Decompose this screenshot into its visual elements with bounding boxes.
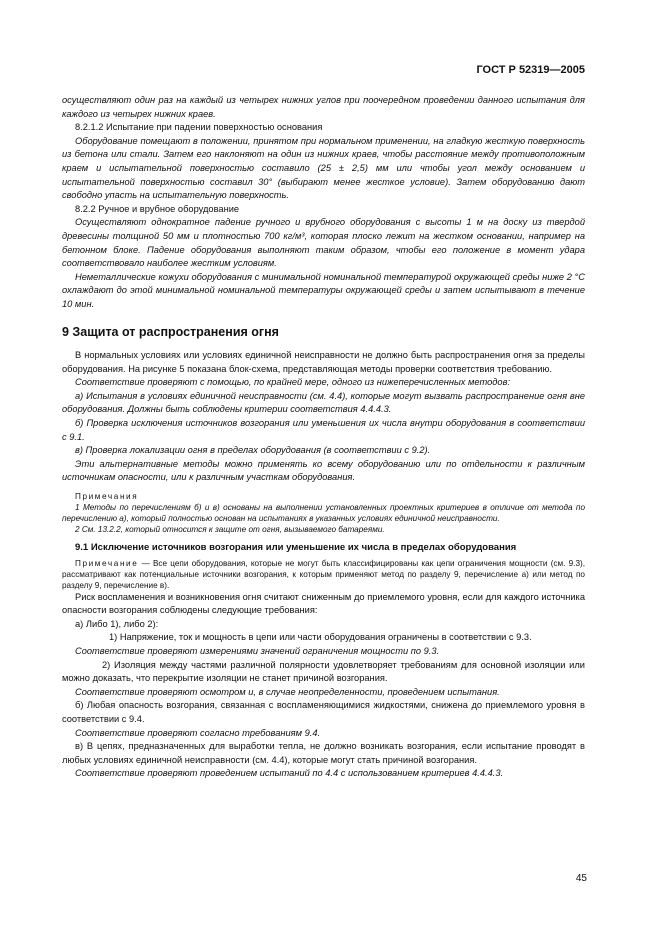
section-9-1-paragraph-1: Риск воспламенения и возникновения огня считают сниженным до приемлемого уровня, если для каждого источника опасности возгорания соблюдены следующие требования: xyxy=(62,591,585,616)
page-body xyxy=(62,94,585,781)
subsection-8-2-2-text-2: Неметаллические кожухи оборудования с минимальной номинальной температурой окружающей среды ниже 2 °С охлаждают до этой минимальной номинальной температуры окружающей среды и затем испытывают в течение 10 мин. xyxy=(62,271,585,309)
section-9-1-item-v: в) В цепях, предназначенных для выработки тепла, не должно возникать возгорания, если испытание проводят в любых условиях единичной неисправности (см. 4.4), которые могут стать причиной возгорания. xyxy=(62,741,585,765)
section-9-1-note xyxy=(62,558,585,591)
section-9-1-heading: 9.1 Исключение источников возгорания или уменьшение их числа в пределах оборудования xyxy=(75,542,517,554)
section-9-item-a: а) Испытания в условиях единичной неисправности (см. 4.4), которые могут вызвать распространение огня вне оборудования. Должны быть соблюдены критерии соответствия 4.4.4.3. xyxy=(62,390,585,415)
section-9-paragraph-1: В нормальных условиях или условиях единичной неисправности не должно быть распространения огня за пределы оборудования. На рисунке 5 показана блок-схема, представляющая методы проверки соответствия требованию. xyxy=(62,350,585,374)
section-9-1-note-text: — Все цепи оборудования, которые не могут быть классифицированы как цепи ограничения мощности (см. 9.3), рассматривают как потенциальные источники возгорания, к которым применяют метод по разделу 9, перечисление а) или метод по разделу 9, перечисление в). xyxy=(62,558,585,590)
subsection-8-2-1-2-text: Оборудование помещают в положении, принятом при нормальном применении, на гладкую жесткую поверхность из бетона или стали. Затем его наклоняют на один из нижних краев, чтобы расстояние между противоположным краем и испытательной поверхностью составило (25 ± 2,5) мм или чтобы угол между основанием и испытательной поверхностью составил 30° (выбирают менее жесткое условие). Затем оборудованию дают свободно упасть на испытательную поверхность. xyxy=(62,135,585,201)
section-9-1-item-b: б) Любая опасность возгорания, связанная с воспламеняющимися жидкостями, снижена до приемлемого уровня в соответствии с 9.4. xyxy=(62,700,585,724)
section-9-1-item-b-check: Соответствие проверяют согласно требованиям 9.4. xyxy=(75,727,321,738)
subsection-8-2-1-2-title: 8.2.1.2 Испытание при падении поверхностью основания xyxy=(75,122,323,133)
section-9-1-item-a: а) Либо 1), либо 2): xyxy=(75,618,159,629)
section-9-paragraph-2: Соответствие проверяют с помощью, по крайней мере, одного из нижеперечисленных методов: xyxy=(75,377,511,388)
note-1: 1 Методы по перечислениям б) и в) основаны на выполнении установленных проектных критериев в отличие от метода по перечислению а), который полностью основан на испытаниях в указанных условиях единичной неисправности. xyxy=(62,503,585,524)
section-9-1-item-a-1-check: Соответствие проверяют измерениями значений ограничения мощности по 9.3. xyxy=(75,646,440,656)
section-9-item-b: б) Проверка исключения источников возгорания или уменьшения их числа внутри оборудования в соответствии с 9.1. xyxy=(62,418,585,442)
subsection-8-2-2-title: 8.2.2 Ручное и врубное оборудование xyxy=(75,203,240,214)
subsection-8-2-2-text: Осуществляют однократное падение ручного и врубного оборудования с высоты 1 м на доску из твердой древесины толщиной 50 мм и плотностью 700 кг/м³, которая плоско лежит на жестком основании, например на бетонном блоке. Падение оборудования выполняют таким образом, чтобы его положение в момент удара соответствовало наиболее жестким условиям. xyxy=(62,217,585,269)
section-9-1-item-a-2: 2) Изоляция между частями различной полярности удовлетворяет требованиям для основной изоляции или можно доказать, что перекрытие изоляции не станет причиной возгорания. xyxy=(62,659,585,684)
notes-title: Примечания xyxy=(75,492,139,502)
section-9-paragraph-3: Эти альтернативные методы можно применять ко всему оборудованию или по отдельности к различным источникам опасности, или к различным участкам оборудования. xyxy=(62,458,585,483)
section-9-1-item-a-2-check: Соответствие проверяют осмотром и, в случае неопределенности, проведением испытания. xyxy=(75,686,500,697)
document-code-header: ГОСТ Р 52319—2005 xyxy=(476,64,585,76)
note-2: 2 См. 13.2.2, который относится к защите от огня, вызываемого батареями. xyxy=(75,525,385,535)
section-9-item-v: в) Проверка локализации огня в пределах оборудования (в соответствии с 9.2). xyxy=(75,445,431,456)
paragraph-continued: осуществляют один раз на каждый из четырех нижних углов при поочередном проведении данного испытания для каждого из четырех нижних краев. xyxy=(62,95,585,119)
section-9-heading: 9 Защита от распространения огня xyxy=(62,324,279,339)
section-9-1-item-a-1: 1) Напряжение, ток и мощность в цепи или части оборудования ограничены в соответствии с 9.3. xyxy=(109,632,532,643)
page-number: 45 xyxy=(575,873,587,884)
section-9-1-note-label: Примечание xyxy=(75,558,139,568)
section-9-1-item-v-check: Соответствие проверяют проведением испытаний по 4.4 с использованием критериев 4.4.4.3. xyxy=(75,768,504,779)
